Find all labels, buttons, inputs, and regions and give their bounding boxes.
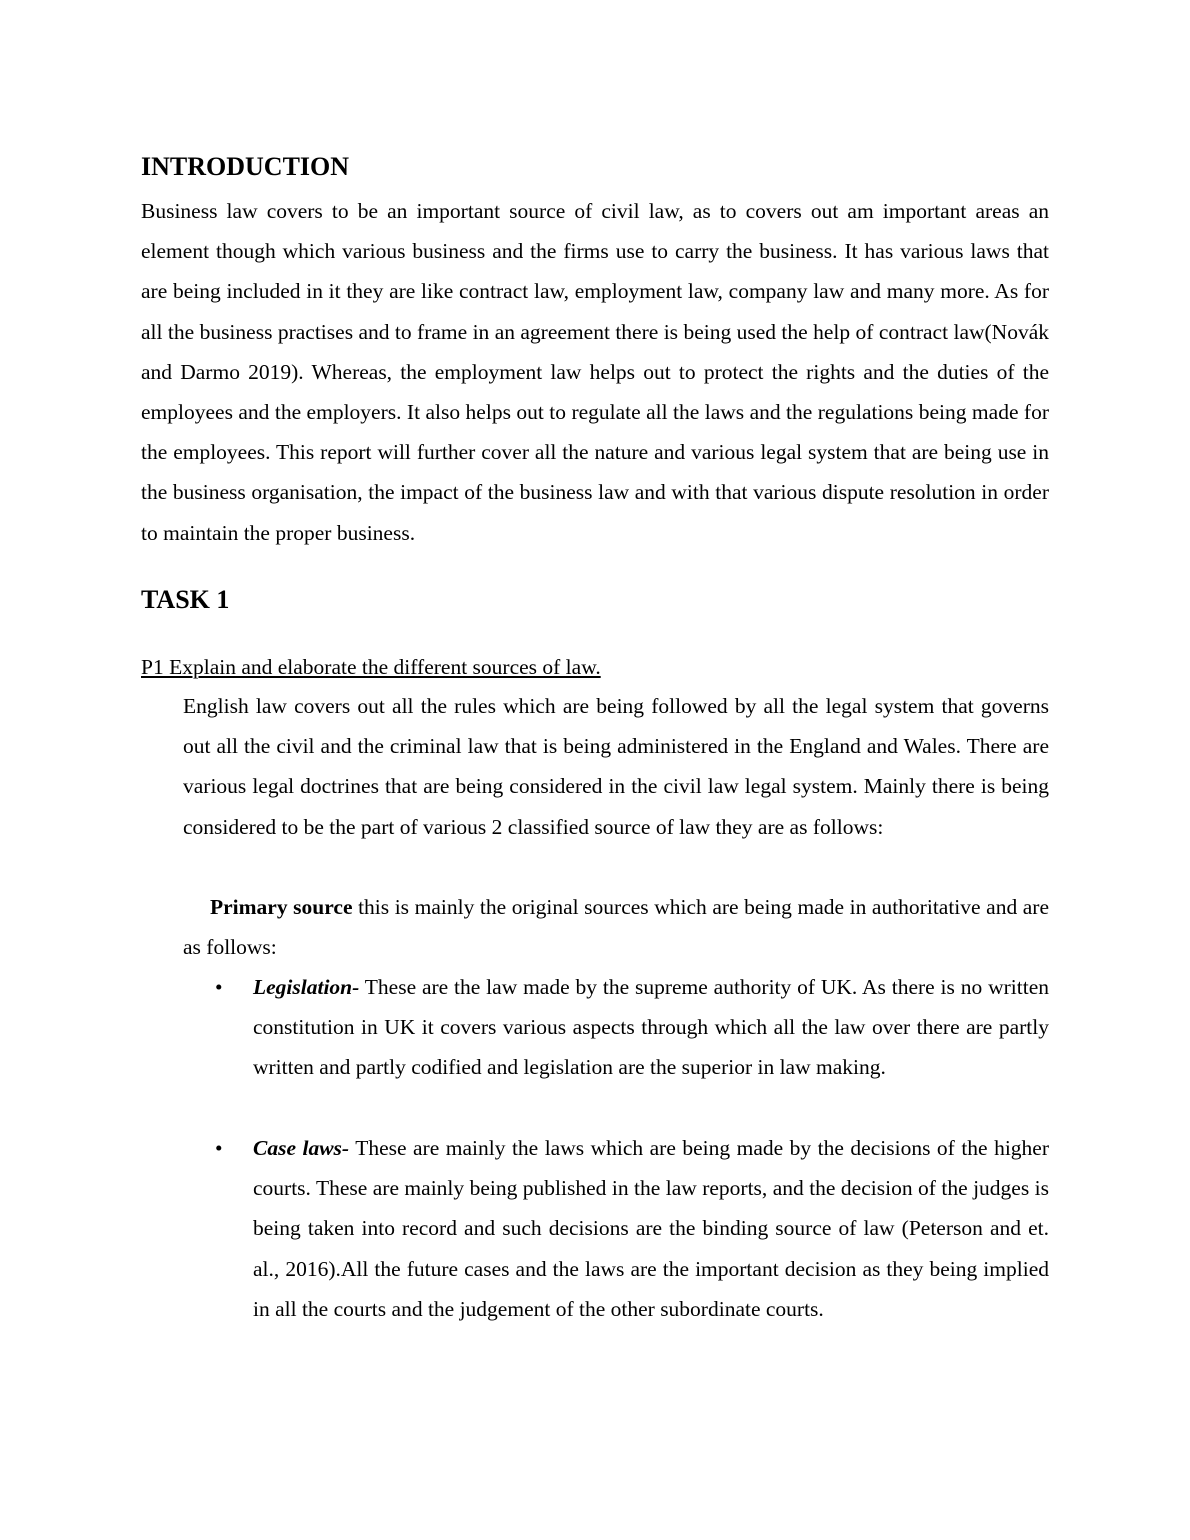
english-law-paragraph: English law covers out all the rules which are being followed by all the legal system that governs out all the civil and the criminal law that is being administered in the England and Wales. There are various legal doctrines that are being considered in the civil law legal system. Mainly there is being considered to be the part of various 2 classified source of law they are as follows: (183, 694, 1049, 839)
case-laws-bullet (253, 1128, 1049, 1329)
bullet-icon: • (215, 1136, 223, 1160)
case-laws-term: Case laws- (253, 1136, 350, 1160)
intro-heading: INTRODUCTION (141, 152, 350, 181)
primary-source-label: Primary source (210, 895, 353, 919)
legislation-bullet (253, 967, 1049, 1088)
bullet-icon: • (215, 975, 223, 999)
task1-heading: TASK 1 (141, 585, 230, 614)
intro-paragraph: Business law covers to be an important source of civil law, as to covers out am important areas an element though which various business and the firms use to carry the business. It has various laws that are being included in it they are like contract law, employment law, company law and many more. As for all the business practises and to frame in an agreement there is being used the help of contract law(Novák and Darmo 2019). Whereas, the employment law helps out to protect the rights and the duties of the employees and the employers. It also helps out to regulate all the laws and the regulations being made for the employees. This report will further cover all the nature and various legal system that are being use in the business organisation, the impact of the business law and with that various dispute resolution in order to maintain the proper business. (141, 199, 1049, 545)
legislation-text: These are the law made by the supreme authority of UK. As there is no written constitution in UK it covers various aspects through which all the law over there are partly written and partly codified and legislation are the superior in law making. (253, 975, 1049, 1080)
primary-source-text: this is mainly the original sources which are being made in authoritative and are as follows: (183, 895, 1050, 960)
p1-subheading: P1 Explain and elaborate the different sources of law. (141, 655, 601, 679)
legislation-term: Legislation- (253, 975, 360, 999)
primary-source-paragraph (183, 887, 1049, 967)
case-laws-text: These are mainly the laws which are being made by the decisions of the higher courts. These are mainly being published in the law reports, and the decision of the judges is being taken into record and such decisions are the binding source of law (Peterson and et. al., 2016).All the future cases and the laws are the important decision as they being implied in all the courts and the judgement of the other subordinate courts. (253, 1136, 1050, 1321)
